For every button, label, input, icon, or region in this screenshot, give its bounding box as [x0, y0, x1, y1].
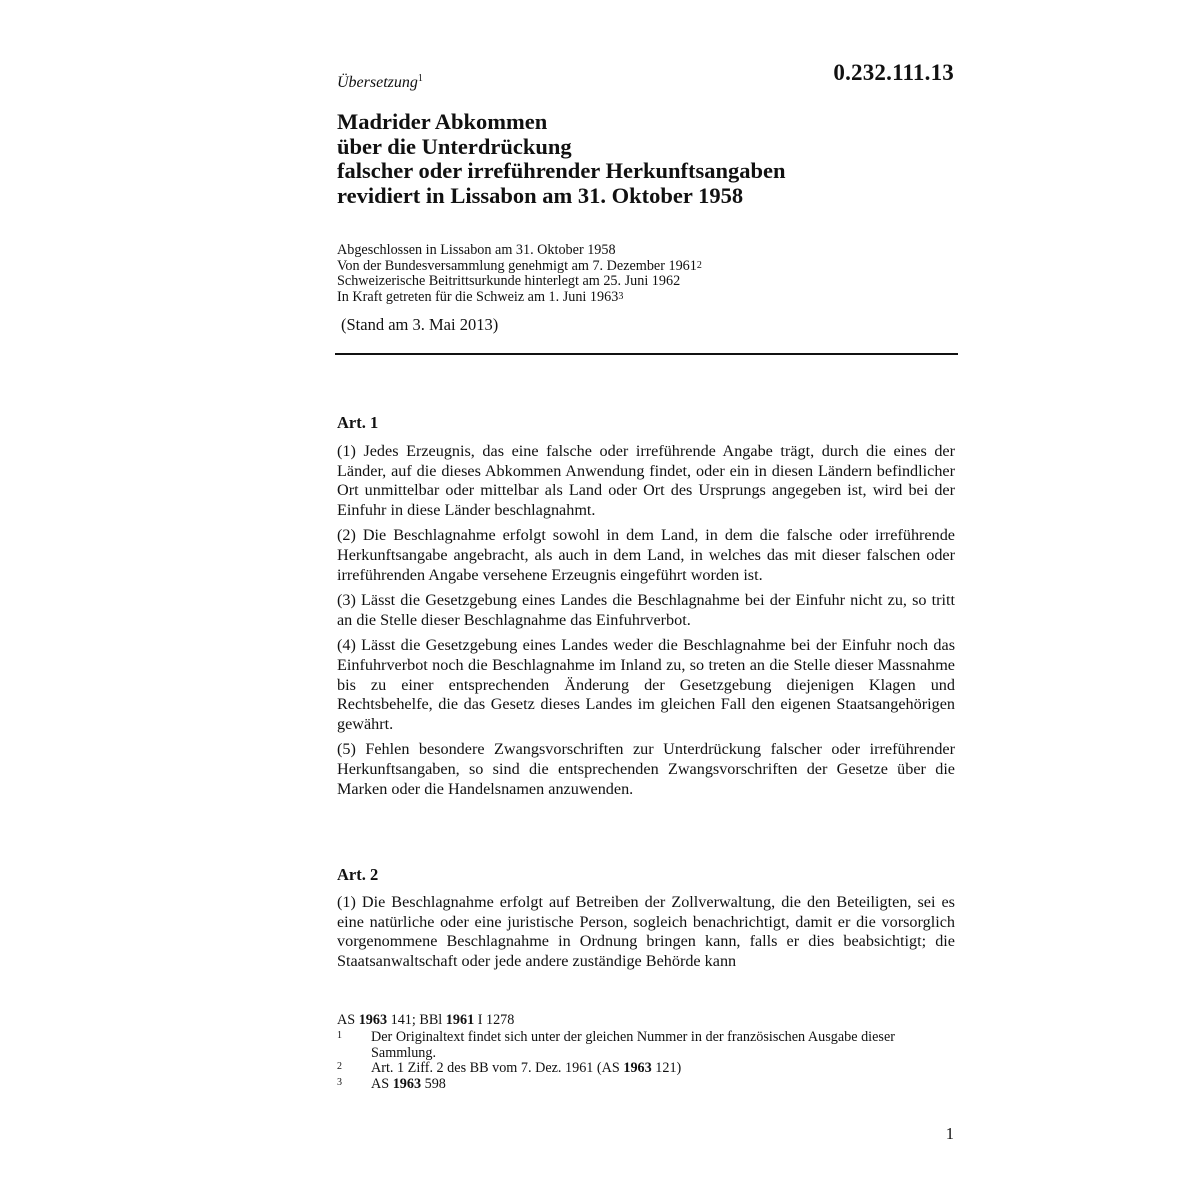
article-1-heading: Art. 1 — [337, 413, 379, 432]
footnote-3-text — [371, 1077, 937, 1092]
article-1-paragraph-2: (2) Die Beschlagnahme erfolgt sowohl in dem Land, in dem die falsche oder irreführende Herkunftsangabe angebracht, als auch in dem Land, in welches das mit dieser falschen oder irreführenden Angabe versehene Erzeugnis eingeführt worden ist. — [337, 526, 955, 584]
title-line-3: falscher oder irreführender Herkunftsangaben — [337, 158, 786, 183]
article-2-paragraph-1: (1) Die Beschlagnahme erfolgt auf Betreiben der Zollverwaltung, die den Beteiligten, sei es eine natürliche oder eine juristische Person, sogleich benachrichtigt, damit er die vorsorglich vorgenommene Beschlagnahme in Ordnung bringen kann, falls er dies beabsichtigt; die Staatsanwaltschaft oder jede andere zuständige Behörde kann — [337, 893, 955, 970]
translation-label — [337, 74, 423, 92]
meta-in-force-text: In Kraft getreten für die Schweiz am 1. Juni 1963 — [337, 288, 619, 305]
meta-approved — [337, 259, 957, 275]
footnote-ref-2[interactable]: 2 — [696, 259, 702, 271]
article-1-paragraph-4: (4) Lässt die Gesetzgebung eines Landes weder die Beschlagnahme bei der Einfuhr noch das Einfuhrverbot noch die Beschlagnahme im Inland zu, so treten an die Stelle dieser Massnahme bis zu einer entsprechenden Änderung der Gesetzgebung diejenigen Klagen und Rechtsbehelfe, die das Gesetz dieses Landes im gleichen Fall den eigenen Staatsangehörigen gewährt. — [337, 636, 955, 733]
title-line-4: revidiert in Lissabon am 31. Oktober 1958 — [337, 182, 744, 208]
footnote-1-number: 1 — [337, 1030, 342, 1042]
footnote-2-prefix: Art. 1 Ziff. 2 des BB vom 7. Dez. 1961 (AS — [371, 1060, 624, 1077]
footnote-3-year: 1963 — [392, 1075, 422, 1092]
footnote-3 — [337, 1077, 937, 1092]
sr-number: 0.232.111.13 — [833, 60, 954, 85]
meta-deposited: Schweizerische Beitrittsurkunde hinterlegt am 25. Juni 1962 — [337, 273, 681, 290]
article-1-paragraph-5: (5) Fehlen besondere Zwangsvorschriften zur Unterdrückung falscher oder irreführender Herkunftsangaben, so sind die entsprechenden Zwangsvorschriften der Gesetze über die Marken oder die Handelsnamen anzuwenden. — [337, 740, 955, 798]
footnote-2-text — [371, 1061, 937, 1076]
footnote-1 — [337, 1030, 937, 1061]
source-year-bbl: 1961 — [445, 1012, 475, 1028]
footnote-2-suffix: 121) — [651, 1060, 682, 1077]
footnote-2 — [337, 1061, 937, 1076]
footnote-2-year: 1963 — [623, 1060, 652, 1077]
title-line-2: über die Unterdrückung — [337, 133, 572, 159]
header-divider — [335, 353, 958, 355]
source-suffix: I 1278 — [474, 1012, 515, 1028]
footnote-3-suffix: 598 — [421, 1075, 446, 1092]
status-date: (Stand am 3. Mai 2013) — [341, 315, 499, 334]
article-1-paragraph-3: (3) Lässt die Gesetzgebung eines Landes die Beschlagnahme bei der Einfuhr nicht zu, so tritt an die Stelle dieser Beschlagnahme das Einfuhrverbot. — [337, 591, 955, 629]
title-line-1: Madrider Abkommen — [337, 109, 548, 134]
footnotes — [337, 1013, 937, 1092]
source-prefix: AS — [337, 1012, 359, 1028]
page-number: 1 — [945, 1124, 954, 1143]
footnote-2-number: 2 — [337, 1061, 342, 1073]
footnote-ref-3[interactable]: 3 — [618, 290, 624, 302]
meta-concluded: Abgeschlossen in Lissabon am 31. Oktober 1958 — [337, 242, 616, 258]
footnote-3-number: 3 — [337, 1076, 342, 1088]
article-1-body — [337, 442, 955, 805]
meta-approved-text: Von der Bundesversammlung genehmigt am 7. Dezember 1961 — [337, 257, 697, 274]
source-year-as: 1963 — [358, 1012, 388, 1028]
footnote-source — [337, 1013, 937, 1028]
translation-text: Übersetzung — [337, 74, 418, 91]
article-2-heading: Art. 2 — [337, 865, 379, 884]
footnote-1-text: Der Originaltext findet sich unter der gleichen Nummer in der französischen Ausgabe dieser Sammlung. — [371, 1029, 895, 1061]
document-metadata — [337, 243, 957, 305]
source-mid: 141; BBl — [387, 1012, 446, 1028]
article-1-paragraph-1: (1) Jedes Erzeugnis, das eine falsche oder irreführende Angabe trägt, durch die eines der Länder, auf die dieses Abkommen Anwendung findet, oder ein in diesen Ländern befindlicher Ort unmittelbar oder mittelbar als Land oder Ort des Ursprungs angegeben ist, wird bei der Einfuhr in diese Länder beschlagnahmt. — [337, 442, 955, 519]
meta-in-force — [337, 290, 957, 306]
footnote-3-prefix: AS — [371, 1075, 393, 1092]
article-2-body — [337, 893, 955, 977]
footnote-ref-1[interactable]: 1 — [417, 73, 423, 84]
document-title — [337, 110, 977, 208]
